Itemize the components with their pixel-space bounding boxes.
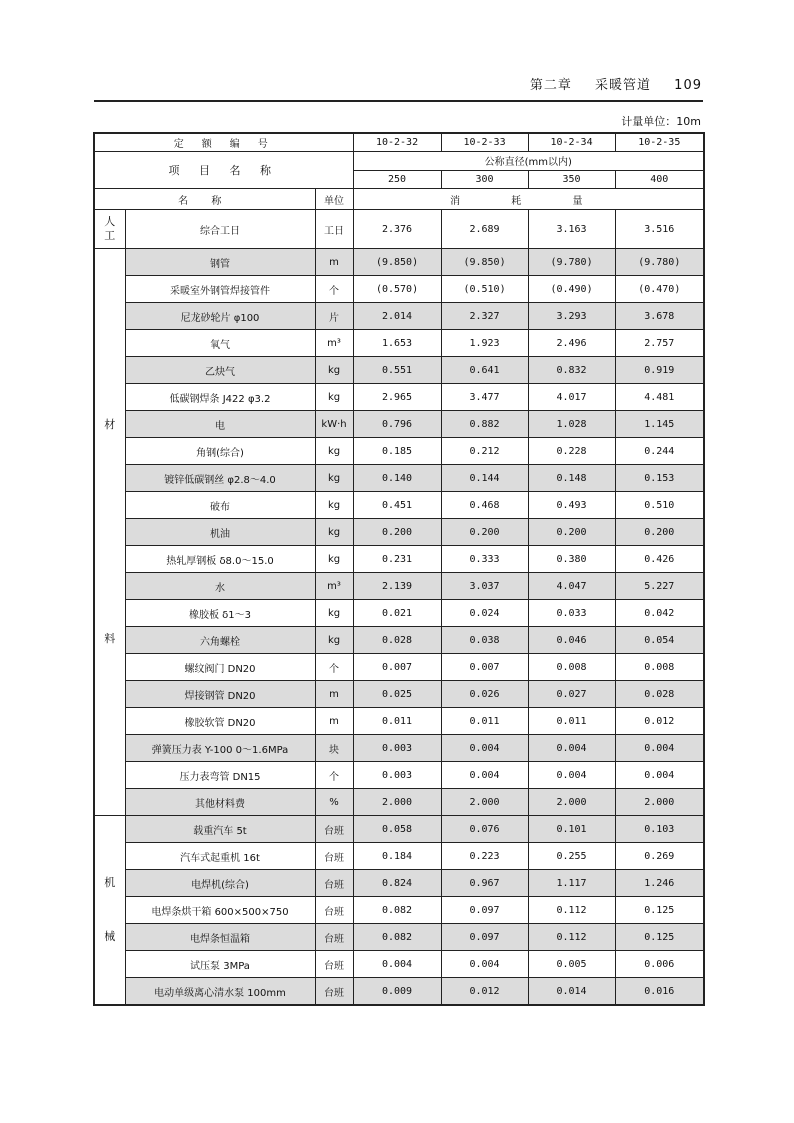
value-cell: 1.117 — [528, 870, 615, 897]
value-cell: 0.200 — [353, 519, 441, 546]
value-cell: 0.014 — [528, 978, 615, 1006]
table-row — [94, 465, 704, 492]
item-name: 汽车式起重机 16t — [125, 843, 315, 870]
value-cell: 0.011 — [353, 708, 441, 735]
item-unit: 个 — [315, 276, 353, 303]
value-cell: 2.496 — [528, 330, 615, 357]
item-unit: 台班 — [315, 978, 353, 1006]
chapter-label: 第二章 — [529, 78, 572, 93]
diameter-cell: 400 — [615, 170, 704, 189]
table-row — [94, 870, 704, 897]
item-unit: 台班 — [315, 951, 353, 978]
value-cell: 0.212 — [441, 438, 528, 465]
item-name: 角钢(综合) — [125, 438, 315, 465]
value-cell: 2.689 — [441, 210, 528, 249]
item-name: 焊接钢管 DN20 — [125, 681, 315, 708]
table-row — [94, 897, 704, 924]
category-materials — [94, 249, 125, 816]
value-cell: 5.227 — [615, 573, 704, 600]
value-cell: 0.082 — [353, 897, 441, 924]
item-unit: 台班 — [315, 924, 353, 951]
value-cell: 1.028 — [528, 411, 615, 438]
value-cell: 3.516 — [615, 210, 704, 249]
item-unit: m — [315, 708, 353, 735]
item-name: 电焊条恒温箱 — [125, 924, 315, 951]
value-cell: 0.451 — [353, 492, 441, 519]
diameter-cell: 350 — [528, 170, 615, 189]
value-cell: 0.024 — [441, 600, 528, 627]
item-name: 镀锌低碳钢丝 φ2.8～4.0 — [125, 465, 315, 492]
value-cell: 0.046 — [528, 627, 615, 654]
item-name: 压力表弯管 DN15 — [125, 762, 315, 789]
item-unit: kg — [315, 438, 353, 465]
value-cell: 0.009 — [353, 978, 441, 1006]
item-unit: 工日 — [315, 210, 353, 249]
value-cell: 0.028 — [353, 627, 441, 654]
item-unit: 台班 — [315, 816, 353, 843]
category-char: 人 — [104, 215, 116, 228]
value-cell: 0.006 — [615, 951, 704, 978]
value-cell: 0.125 — [615, 924, 704, 951]
value-cell: 1.923 — [441, 330, 528, 357]
value-cell: (9.780) — [528, 249, 615, 276]
table-row — [94, 492, 704, 519]
item-unit: 台班 — [315, 870, 353, 897]
value-cell: 0.012 — [615, 708, 704, 735]
table-row — [94, 330, 704, 357]
value-cell: 4.481 — [615, 384, 704, 411]
value-cell: 0.125 — [615, 897, 704, 924]
value-cell: 0.231 — [353, 546, 441, 573]
item-name: 弹簧压力表 Y-100 0～1.6MPa — [125, 735, 315, 762]
value-cell: (0.510) — [441, 276, 528, 303]
value-cell: 0.228 — [528, 438, 615, 465]
item-unit: kg — [315, 465, 353, 492]
item-unit: kg — [315, 492, 353, 519]
table-row — [94, 546, 704, 573]
item-name: 橡胶板 δ1～3 — [125, 600, 315, 627]
value-cell: 0.004 — [615, 735, 704, 762]
item-name: 采暖室外钢管焊接管件 — [125, 276, 315, 303]
value-cell: 0.967 — [441, 870, 528, 897]
value-cell: 0.011 — [528, 708, 615, 735]
value-cell: 0.333 — [441, 546, 528, 573]
item-unit: kg — [315, 627, 353, 654]
value-cell: 0.468 — [441, 492, 528, 519]
value-cell: 3.678 — [615, 303, 704, 330]
table-row — [94, 924, 704, 951]
value-cell: 0.097 — [441, 924, 528, 951]
item-unit: kg — [315, 519, 353, 546]
value-cell: 0.082 — [353, 924, 441, 951]
table-row — [94, 735, 704, 762]
value-cell: 0.200 — [528, 519, 615, 546]
page-number: 109 — [674, 78, 702, 93]
table-row — [94, 843, 704, 870]
category-machinery — [94, 816, 125, 1006]
value-cell: 2.139 — [353, 573, 441, 600]
item-unit: % — [315, 789, 353, 816]
value-cell: (0.470) — [615, 276, 704, 303]
category-labor — [94, 210, 125, 249]
table-row — [94, 978, 704, 1006]
item-name: 钢管 — [125, 249, 315, 276]
value-cell: 0.054 — [615, 627, 704, 654]
value-cell: (0.490) — [528, 276, 615, 303]
value-cell: 0.004 — [441, 762, 528, 789]
item-name: 试压泵 3MPa — [125, 951, 315, 978]
value-cell: 0.919 — [615, 357, 704, 384]
value-cell: 0.004 — [528, 735, 615, 762]
value-cell: 0.223 — [441, 843, 528, 870]
table-row — [94, 303, 704, 330]
item-unit: 个 — [315, 762, 353, 789]
item-unit: m³ — [315, 330, 353, 357]
value-cell: 2.000 — [441, 789, 528, 816]
item-unit: 台班 — [315, 897, 353, 924]
value-cell: 0.200 — [615, 519, 704, 546]
code-cell: 10-2-34 — [528, 133, 615, 152]
value-cell: 3.163 — [528, 210, 615, 249]
item-unit: 片 — [315, 303, 353, 330]
item-unit: kg — [315, 384, 353, 411]
value-cell: 2.000 — [528, 789, 615, 816]
value-cell: 0.004 — [615, 762, 704, 789]
item-name: 低碳钢焊条 J422 φ3.2 — [125, 384, 315, 411]
value-cell: 0.004 — [528, 762, 615, 789]
value-cell: 3.477 — [441, 384, 528, 411]
quota-number-label: 定 额 编 号 — [94, 133, 353, 152]
item-name: 综合工日 — [125, 210, 315, 249]
item-name: 电动单级离心清水泵 100mm — [125, 978, 315, 1006]
table-row — [94, 411, 704, 438]
item-name: 电焊条烘干箱 600×500×750 — [125, 897, 315, 924]
value-cell: 3.037 — [441, 573, 528, 600]
column-unit-header: 单位 — [315, 189, 353, 210]
value-cell: 0.005 — [528, 951, 615, 978]
item-name: 电 — [125, 411, 315, 438]
value-cell: 0.255 — [528, 843, 615, 870]
item-unit: 块 — [315, 735, 353, 762]
category-char: 材 — [104, 418, 116, 431]
value-cell: (0.570) — [353, 276, 441, 303]
item-name-label: 项 目 名 称 — [94, 152, 353, 189]
value-cell: 0.016 — [615, 978, 704, 1006]
value-cell: 0.027 — [528, 681, 615, 708]
table-row — [94, 276, 704, 303]
column-name-header: 名 称 — [94, 189, 315, 210]
diameter-label: 公称直径(mm以内) — [353, 152, 704, 171]
item-unit: 台班 — [315, 843, 353, 870]
item-unit: kW·h — [315, 411, 353, 438]
code-cell: 10-2-35 — [615, 133, 704, 152]
table-row — [94, 816, 704, 843]
table-row — [94, 384, 704, 411]
item-name: 乙炔气 — [125, 357, 315, 384]
value-cell: 3.293 — [528, 303, 615, 330]
value-cell: 0.493 — [528, 492, 615, 519]
value-cell: 0.004 — [441, 951, 528, 978]
item-unit: kg — [315, 546, 353, 573]
value-cell: 0.021 — [353, 600, 441, 627]
value-cell: 0.112 — [528, 924, 615, 951]
value-cell: 0.269 — [615, 843, 704, 870]
value-cell: 2.327 — [441, 303, 528, 330]
value-cell: 0.510 — [615, 492, 704, 519]
code-cell: 10-2-33 — [441, 133, 528, 152]
category-char: 料 — [104, 632, 116, 645]
value-cell: 2.000 — [353, 789, 441, 816]
table-row — [94, 762, 704, 789]
value-cell: 0.011 — [441, 708, 528, 735]
value-cell: 0.101 — [528, 816, 615, 843]
value-cell: 0.824 — [353, 870, 441, 897]
value-cell: (9.850) — [353, 249, 441, 276]
item-name: 电焊机(综合) — [125, 870, 315, 897]
table-row — [94, 789, 704, 816]
category-char: 械 — [104, 930, 116, 943]
diameter-label-row — [94, 152, 704, 171]
value-cell: 0.097 — [441, 897, 528, 924]
quota-table — [93, 132, 705, 1006]
value-cell: 0.148 — [528, 465, 615, 492]
quota-number-row — [94, 133, 704, 152]
value-cell: 0.184 — [353, 843, 441, 870]
section-title: 采暖管道 — [595, 78, 652, 93]
table-row — [94, 210, 704, 249]
value-cell: 0.007 — [441, 654, 528, 681]
value-cell: 0.200 — [441, 519, 528, 546]
table-row — [94, 951, 704, 978]
value-cell: 0.028 — [615, 681, 704, 708]
value-cell: 0.004 — [353, 951, 441, 978]
item-name: 其他材料费 — [125, 789, 315, 816]
value-cell: 0.025 — [353, 681, 441, 708]
value-cell: 0.012 — [441, 978, 528, 1006]
value-cell: 0.008 — [615, 654, 704, 681]
value-cell: (9.780) — [615, 249, 704, 276]
table-row — [94, 519, 704, 546]
value-cell: 0.038 — [441, 627, 528, 654]
diameter-cell: 300 — [441, 170, 528, 189]
value-cell: 0.882 — [441, 411, 528, 438]
value-cell: 0.076 — [441, 816, 528, 843]
diameter-cell: 250 — [353, 170, 441, 189]
value-cell: 0.796 — [353, 411, 441, 438]
value-cell: 0.185 — [353, 438, 441, 465]
table-row — [94, 681, 704, 708]
value-cell: 2.000 — [615, 789, 704, 816]
item-unit: m — [315, 249, 353, 276]
value-cell: 0.003 — [353, 735, 441, 762]
item-name: 尼龙砂轮片 φ100 — [125, 303, 315, 330]
value-cell: 4.047 — [528, 573, 615, 600]
table-row — [94, 708, 704, 735]
value-cell: 0.112 — [528, 897, 615, 924]
table-row — [94, 654, 704, 681]
value-cell: 2.965 — [353, 384, 441, 411]
item-name: 热轧厚钢板 δ8.0～15.0 — [125, 546, 315, 573]
item-name: 六角螺栓 — [125, 627, 315, 654]
page-header — [512, 74, 702, 93]
value-cell: 4.017 — [528, 384, 615, 411]
value-cell: 0.008 — [528, 654, 615, 681]
value-cell: 1.653 — [353, 330, 441, 357]
value-cell: 2.376 — [353, 210, 441, 249]
value-cell: 0.551 — [353, 357, 441, 384]
item-unit: 个 — [315, 654, 353, 681]
category-char: 工 — [104, 229, 116, 242]
column-consumption-header: 消 耗 量 — [353, 189, 704, 210]
value-cell: 0.058 — [353, 816, 441, 843]
value-cell: 0.244 — [615, 438, 704, 465]
item-name: 橡胶软管 DN20 — [125, 708, 315, 735]
item-name: 破布 — [125, 492, 315, 519]
category-char: 机 — [104, 876, 116, 889]
value-cell: 0.140 — [353, 465, 441, 492]
value-cell: 0.153 — [615, 465, 704, 492]
value-cell: 2.757 — [615, 330, 704, 357]
item-name: 螺纹阀门 DN20 — [125, 654, 315, 681]
item-unit: m³ — [315, 573, 353, 600]
value-cell: 0.103 — [615, 816, 704, 843]
value-cell: 0.033 — [528, 600, 615, 627]
header-divider — [94, 100, 703, 102]
item-unit: m — [315, 681, 353, 708]
item-name: 载重汽车 5t — [125, 816, 315, 843]
table-row — [94, 627, 704, 654]
table-row — [94, 600, 704, 627]
value-cell: 0.380 — [528, 546, 615, 573]
table-row — [94, 357, 704, 384]
value-cell: 0.026 — [441, 681, 528, 708]
value-cell: 0.042 — [615, 600, 704, 627]
value-cell: (9.850) — [441, 249, 528, 276]
item-name: 氧气 — [125, 330, 315, 357]
item-unit: kg — [315, 357, 353, 384]
value-cell: 0.144 — [441, 465, 528, 492]
code-cell: 10-2-32 — [353, 133, 441, 152]
value-cell: 0.832 — [528, 357, 615, 384]
value-cell: 0.007 — [353, 654, 441, 681]
column-header-row — [94, 189, 704, 210]
value-cell: 2.014 — [353, 303, 441, 330]
table-row — [94, 438, 704, 465]
unit-note: 计量单位：10m — [621, 115, 701, 128]
value-cell: 0.426 — [615, 546, 704, 573]
value-cell: 1.246 — [615, 870, 704, 897]
value-cell: 0.003 — [353, 762, 441, 789]
item-name: 水 — [125, 573, 315, 600]
table-row — [94, 573, 704, 600]
value-cell: 1.145 — [615, 411, 704, 438]
item-unit: kg — [315, 600, 353, 627]
table-row — [94, 249, 704, 276]
value-cell: 0.004 — [441, 735, 528, 762]
item-name: 机油 — [125, 519, 315, 546]
value-cell: 0.641 — [441, 357, 528, 384]
